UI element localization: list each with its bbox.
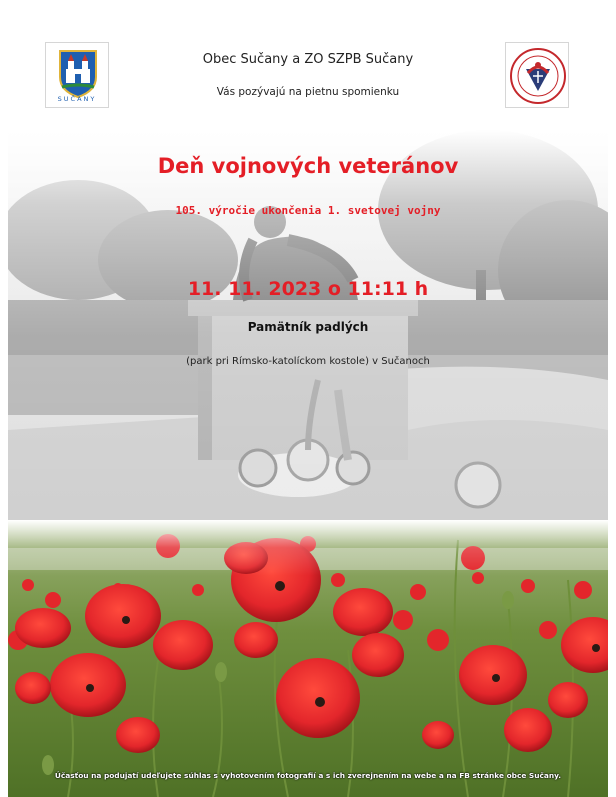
poppy-field-photo xyxy=(8,520,608,797)
left-logo-caption: SUČANY xyxy=(57,95,97,103)
organizers-line: Obec Sučany a ZO SZPB Sučany xyxy=(202,52,414,67)
memorial-photo xyxy=(8,130,608,540)
anniversary-line: 105. výročie ukončenia 1. svetovej vojny xyxy=(175,204,441,217)
place-description: (park pri Rímsko-katolíckom kostole) v Sučanoch xyxy=(186,356,430,367)
place-name: Pamätník padlých xyxy=(247,320,369,334)
invitation-line: Vás pozývajú na pietnu spomienku xyxy=(216,86,400,98)
event-datetime: 11. 11. 2023 o 11:11 h xyxy=(187,278,429,300)
photo-consent-notice: Účasťou na podujatí udeľujete súhlas s vyhotovením fotografií a s ich zverejnením na webe a na FB stránke obce Sučany. xyxy=(54,771,562,780)
event-title: Deň vojnových veteránov xyxy=(157,154,459,178)
